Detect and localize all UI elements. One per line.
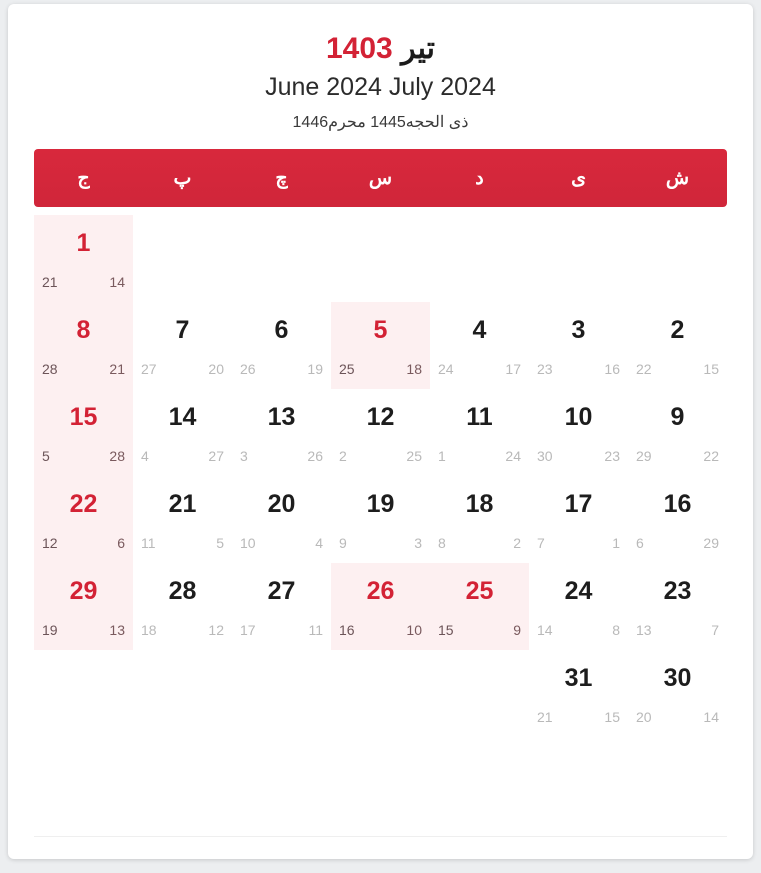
secondary-dates xyxy=(636,448,719,464)
secondary-dates xyxy=(42,622,125,638)
jalali-day-number: 31 xyxy=(564,664,593,692)
calendar-day-cell[interactable] xyxy=(430,389,529,476)
jalali-day-number: 10 xyxy=(564,403,593,431)
jalali-day-number: 23 xyxy=(663,577,692,605)
jalali-day-number: 17 xyxy=(564,490,593,518)
calendar-day-cell[interactable] xyxy=(232,302,331,389)
hijri-day-number: 21 xyxy=(109,361,125,377)
gregorian-day-number: 7 xyxy=(537,535,545,551)
gregorian-day-number: 19 xyxy=(42,622,58,638)
weekday-wednesday: چ xyxy=(275,167,288,189)
jalali-day-number: 20 xyxy=(267,490,296,518)
calendar-empty-cell xyxy=(628,215,727,302)
jalali-day-number: 12 xyxy=(366,403,395,431)
calendar-day-cell[interactable] xyxy=(430,476,529,563)
secondary-dates xyxy=(537,535,620,551)
hijri-day-number: 14 xyxy=(109,274,125,290)
hijri-day-number: 7 xyxy=(711,622,719,638)
calendar-day-cell[interactable] xyxy=(232,389,331,476)
calendar-day-cell[interactable] xyxy=(529,476,628,563)
hijri-day-number: 15 xyxy=(604,709,620,725)
hijri-day-number: 28 xyxy=(109,448,125,464)
hijri-day-number: 1 xyxy=(612,535,620,551)
jalali-day-number: 13 xyxy=(267,403,296,431)
calendar-day-cell[interactable] xyxy=(430,563,529,650)
gregorian-day-number: 1 xyxy=(438,448,446,464)
secondary-dates xyxy=(42,361,125,377)
secondary-dates xyxy=(339,361,422,377)
gregorian-day-number: 24 xyxy=(438,361,454,377)
jalali-year-label: 1403 xyxy=(325,32,393,65)
gregorian-day-number: 10 xyxy=(240,535,256,551)
jalali-day-number: 11 xyxy=(466,403,493,431)
hijri-day-number: 24 xyxy=(505,448,521,464)
calendar-empty-cell xyxy=(331,215,430,302)
secondary-dates xyxy=(537,622,620,638)
calendar-empty-cell xyxy=(34,650,133,737)
gregorian-day-number: 28 xyxy=(42,361,58,377)
jalali-day-number: 1 xyxy=(76,229,91,257)
gregorian-day-number: 12 xyxy=(42,535,58,551)
gregorian-day-number: 4 xyxy=(141,448,149,464)
calendar-day-cell[interactable] xyxy=(628,650,727,737)
calendar-day-cell[interactable] xyxy=(133,389,232,476)
gregorian-day-number: 20 xyxy=(636,709,652,725)
secondary-dates xyxy=(438,535,521,551)
hijri-day-number: 22 xyxy=(703,448,719,464)
gregorian-day-number: 9 xyxy=(339,535,347,551)
gregorian-day-number: 2 xyxy=(339,448,347,464)
calendar-day-cell[interactable] xyxy=(529,302,628,389)
gregorian-day-number: 3 xyxy=(240,448,248,464)
jalali-day-number: 3 xyxy=(571,316,586,344)
gregorian-day-number: 29 xyxy=(636,448,652,464)
hijri-day-number: 3 xyxy=(414,535,422,551)
jalali-day-number: 14 xyxy=(168,403,197,431)
secondary-dates xyxy=(339,535,422,551)
jalali-day-number: 22 xyxy=(69,490,98,518)
calendar-day-cell[interactable] xyxy=(34,389,133,476)
calendar-day-cell[interactable] xyxy=(628,476,727,563)
calendar-day-cell[interactable] xyxy=(331,302,430,389)
jalali-day-number: 21 xyxy=(168,490,197,518)
calendar-card xyxy=(8,4,753,859)
calendar-grid xyxy=(34,215,727,737)
gregorian-day-number: 23 xyxy=(537,361,553,377)
hijri-day-number: 20 xyxy=(208,361,224,377)
calendar-empty-cell xyxy=(232,215,331,302)
hijri-day-number: 27 xyxy=(208,448,224,464)
jalali-day-number: 4 xyxy=(472,316,487,344)
gregorian-day-number: 25 xyxy=(339,361,355,377)
calendar-day-cell[interactable] xyxy=(232,563,331,650)
calendar-empty-cell xyxy=(133,650,232,737)
calendar-empty-cell xyxy=(430,215,529,302)
gregorian-day-number: 11 xyxy=(141,535,156,551)
calendar-day-cell[interactable] xyxy=(232,476,331,563)
secondary-dates xyxy=(636,709,719,725)
secondary-dates xyxy=(636,535,719,551)
weekday-thursday: پ xyxy=(173,167,192,189)
jalali-day-number: 25 xyxy=(465,577,494,605)
jalali-day-number: 5 xyxy=(373,316,388,344)
calendar-day-cell[interactable] xyxy=(331,389,430,476)
calendar-header xyxy=(8,4,753,133)
hijri-day-number: 26 xyxy=(307,448,323,464)
secondary-dates xyxy=(636,361,719,377)
calendar-day-cell[interactable] xyxy=(628,302,727,389)
secondary-dates xyxy=(42,535,125,551)
jalali-day-number: 16 xyxy=(663,490,692,518)
hijri-day-number: 18 xyxy=(406,361,422,377)
gregorian-day-number: 27 xyxy=(141,361,157,377)
hijri-day-number: 11 xyxy=(308,622,323,638)
jalali-day-number: 7 xyxy=(175,316,190,344)
jalali-day-number: 26 xyxy=(366,577,395,605)
jalali-day-number: 29 xyxy=(69,577,98,605)
calendar-day-cell[interactable] xyxy=(628,389,727,476)
calendar-empty-cell xyxy=(331,650,430,737)
jalali-day-number: 2 xyxy=(670,316,685,344)
secondary-dates xyxy=(141,448,224,464)
hijri-day-number: 8 xyxy=(612,622,620,638)
secondary-dates xyxy=(141,361,224,377)
secondary-dates xyxy=(42,448,125,464)
secondary-dates xyxy=(438,361,521,377)
jalali-day-number: 8 xyxy=(76,316,91,344)
weekday-saturday: ش xyxy=(665,167,690,189)
footer-divider xyxy=(34,836,727,837)
gregorian-day-number: 22 xyxy=(636,361,652,377)
secondary-dates xyxy=(240,622,323,638)
gregorian-day-number: 26 xyxy=(240,361,256,377)
calendar-day-cell[interactable] xyxy=(430,302,529,389)
calendar-day-cell[interactable] xyxy=(34,215,133,302)
hijri-day-number: 12 xyxy=(208,622,224,638)
secondary-dates xyxy=(636,622,719,638)
gregorian-day-number: 6 xyxy=(636,535,644,551)
secondary-dates xyxy=(42,274,125,290)
calendar-day-cell[interactable] xyxy=(34,302,133,389)
gregorian-day-number: 16 xyxy=(339,622,355,638)
gregorian-day-number: 14 xyxy=(537,622,553,638)
jalali-month-label: تیر xyxy=(401,32,436,65)
jalali-day-number: 6 xyxy=(274,316,289,344)
calendar-day-cell[interactable] xyxy=(529,389,628,476)
hijri-day-number: 19 xyxy=(307,361,323,377)
gregorian-months-label: June 2024 July 2024 xyxy=(265,73,496,101)
calendar-day-cell[interactable] xyxy=(529,650,628,737)
hijri-day-number: 2 xyxy=(513,535,521,551)
jalali-day-number: 30 xyxy=(663,664,692,692)
hijri-day-number: 23 xyxy=(604,448,620,464)
secondary-dates xyxy=(537,709,620,725)
calendar-day-cell[interactable] xyxy=(331,476,430,563)
calendar-empty-cell xyxy=(430,650,529,737)
hijri-day-number: 29 xyxy=(703,535,719,551)
secondary-dates xyxy=(141,622,224,638)
jalali-day-number: 9 xyxy=(670,403,685,431)
calendar-day-cell[interactable] xyxy=(133,563,232,650)
secondary-dates xyxy=(339,448,422,464)
gregorian-day-number: 21 xyxy=(42,274,58,290)
calendar-day-cell[interactable] xyxy=(34,563,133,650)
calendar-day-cell[interactable] xyxy=(133,302,232,389)
gregorian-day-number: 5 xyxy=(42,448,50,464)
secondary-dates xyxy=(240,361,323,377)
weekday-monday: د xyxy=(475,167,484,189)
calendar-empty-cell xyxy=(232,650,331,737)
hijri-months-label: ذی الحجه1445 محرم1446 xyxy=(292,114,469,131)
jalali-day-number: 24 xyxy=(564,577,593,605)
calendar-day-cell[interactable] xyxy=(133,476,232,563)
gregorian-day-number: 18 xyxy=(141,622,157,638)
calendar-empty-cell xyxy=(133,215,232,302)
hijri-day-number: 25 xyxy=(406,448,422,464)
weekday-sunday: ی xyxy=(571,167,586,189)
jalali-day-number: 27 xyxy=(267,577,296,605)
secondary-dates xyxy=(339,622,422,638)
hijri-day-number: 6 xyxy=(117,535,125,551)
secondary-dates xyxy=(141,535,224,551)
gregorian-day-number: 21 xyxy=(537,709,553,725)
secondary-dates xyxy=(537,448,620,464)
gregorian-day-number: 13 xyxy=(636,622,652,638)
calendar-day-cell[interactable] xyxy=(331,563,430,650)
secondary-dates xyxy=(438,448,521,464)
hijri-day-number: 16 xyxy=(604,361,620,377)
hijri-day-number: 9 xyxy=(513,622,521,638)
jalali-day-number: 28 xyxy=(168,577,197,605)
hijri-day-number: 15 xyxy=(703,361,719,377)
gregorian-day-number: 8 xyxy=(438,535,446,551)
secondary-dates xyxy=(537,361,620,377)
gregorian-day-number: 17 xyxy=(240,622,256,638)
hijri-day-number: 13 xyxy=(109,622,125,638)
page-title xyxy=(8,30,753,68)
hijri-day-number: 17 xyxy=(505,361,521,377)
weekday-friday: ج xyxy=(77,167,90,189)
hijri-day-number: 10 xyxy=(406,622,422,638)
hijri-day-number: 5 xyxy=(216,535,224,551)
calendar-empty-cell xyxy=(529,215,628,302)
jalali-day-number: 19 xyxy=(366,490,395,518)
gregorian-day-number: 15 xyxy=(438,622,454,638)
weekday-header-row xyxy=(34,149,727,207)
hijri-day-number: 4 xyxy=(315,535,323,551)
hijri-day-number: 14 xyxy=(703,709,719,725)
calendar-day-cell[interactable] xyxy=(628,563,727,650)
gregorian-day-number: 30 xyxy=(537,448,553,464)
calendar-day-cell[interactable] xyxy=(529,563,628,650)
weekday-tuesday: س xyxy=(368,167,393,189)
calendar-day-cell[interactable] xyxy=(34,476,133,563)
jalali-day-number: 15 xyxy=(69,403,98,431)
secondary-dates xyxy=(240,535,323,551)
secondary-dates xyxy=(438,622,521,638)
secondary-dates xyxy=(240,448,323,464)
jalali-day-number: 18 xyxy=(465,490,494,518)
